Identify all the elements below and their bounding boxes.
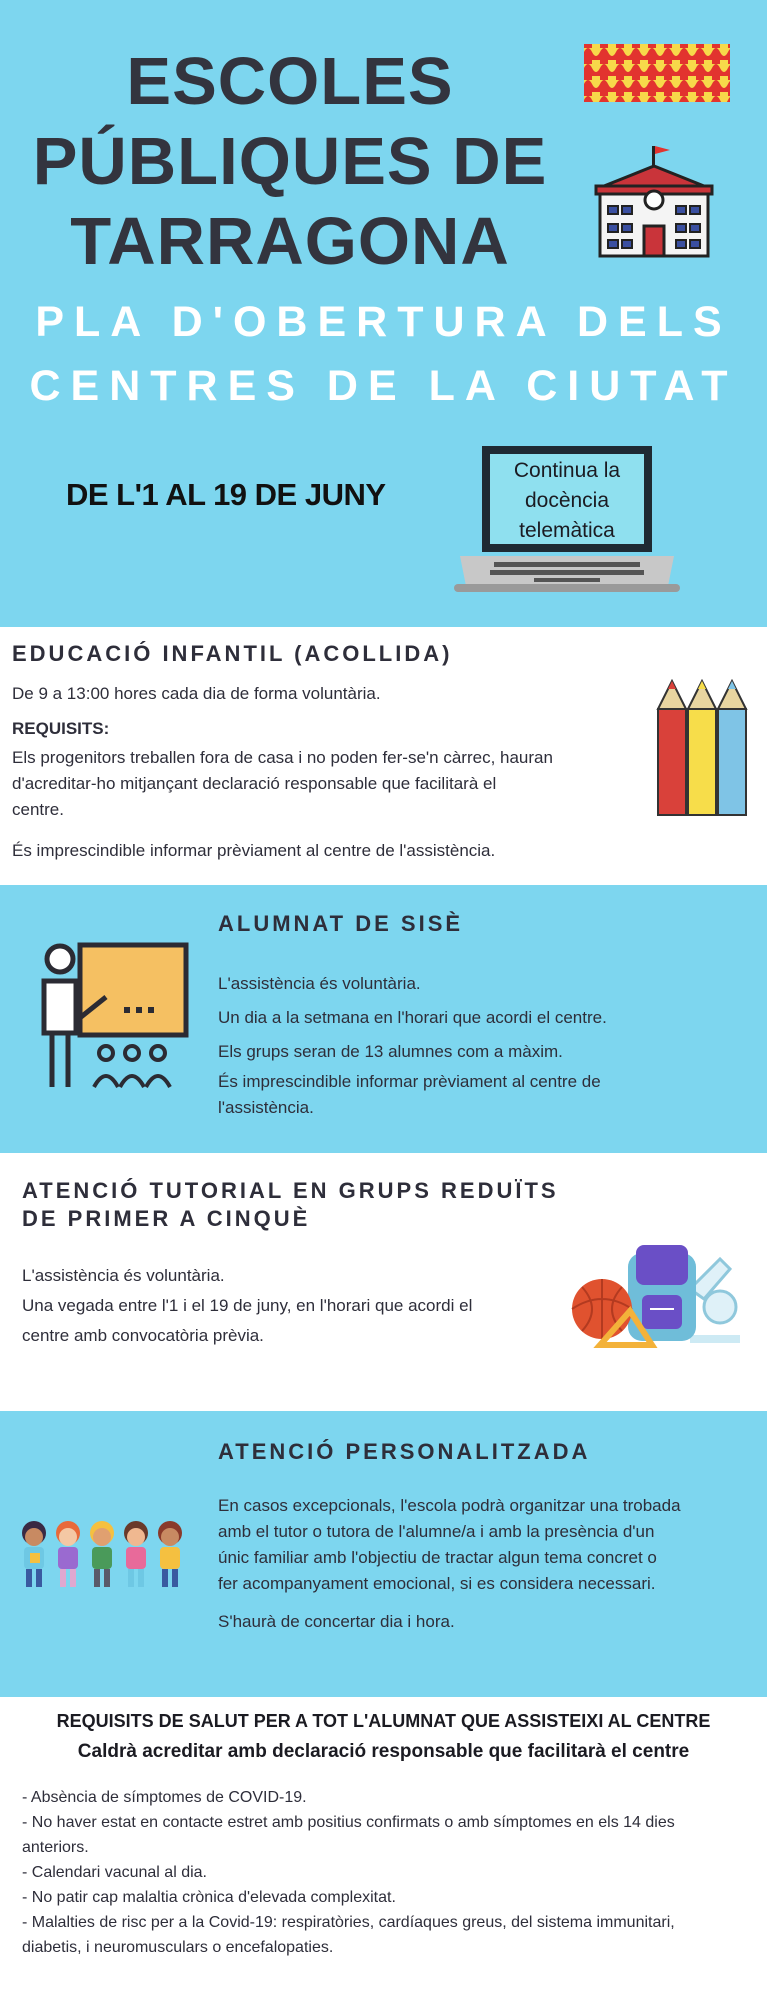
personal-text	[218, 1493, 758, 1597]
section-title: EDUCACIÓ INFANTIL (ACOLLIDA)	[12, 641, 453, 666]
section-title: ATENCIÓ PERSONALITZADA	[218, 1439, 591, 1464]
subtitle-line: PLA D'OBERTURA DELS	[35, 298, 732, 346]
sise-text	[218, 967, 748, 1121]
requirements-line: centre.	[12, 800, 64, 819]
laptop-screen-text	[492, 456, 642, 546]
date-range: DE L'1 AL 19 DE JUNY	[66, 477, 386, 512]
sise-section	[0, 885, 767, 1153]
section-title-line: DE PRIMER A CINQUÈ	[22, 1206, 311, 1231]
laptop-text-line: docència	[524, 489, 610, 512]
sise-line: És imprescindible informar prèviament al centre de	[218, 1072, 601, 1091]
main-title-line: PÚBLIQUES DE	[32, 124, 548, 199]
section-title	[22, 1177, 559, 1233]
health-subtitle: Caldrà acreditar amb declaració responsable que facilitarà el centre	[77, 1741, 690, 1762]
tutorial-text	[22, 1261, 562, 1351]
list-item: - Calendari vacunal al dia.	[22, 1864, 207, 1881]
tutorial-line: L'assistència és voluntària.	[22, 1266, 225, 1285]
main-title-line: TARRAGONA	[70, 204, 510, 279]
school-building-icon	[592, 142, 716, 260]
laptop-text-line: Continua la	[513, 459, 621, 482]
personal-line: únic familiar amb l'objectiu de tractar algun tema concret o	[218, 1548, 657, 1567]
infantil-section	[0, 627, 767, 885]
personal-line: En casos excepcionals, l'escola podrà organitzar una trobada	[218, 1496, 681, 1515]
personal-note: S'haurà de concertar dia i hora.	[218, 1612, 455, 1631]
personal-line: amb el tutor o tutora de l'alumne/a i amb la presència d'un	[218, 1522, 655, 1541]
school-supplies-icon	[570, 1239, 750, 1351]
tutorial-line: centre amb convocatòria prèvia.	[22, 1326, 264, 1345]
pencils-icon	[656, 679, 752, 819]
list-item: - Absència de símptomes de COVID-19.	[22, 1789, 307, 1806]
requirements-text	[12, 745, 652, 823]
laptop-text-line: telemàtica	[519, 519, 615, 542]
teacher-classroom-icon	[40, 941, 190, 1093]
schedule-text: De 9 a 13:00 hores cada dia de forma voluntària.	[12, 684, 381, 703]
children-group-icon	[18, 1519, 188, 1593]
health-requirements-list	[22, 1785, 757, 1960]
sise-line: L'assistència és voluntària.	[218, 974, 421, 993]
section-title-line: ATENCIÓ TUTORIAL EN GRUPS REDUÏTS	[22, 1178, 559, 1203]
sise-line: Els grups seran de 13 alumnes com a màxim.	[218, 1042, 563, 1061]
requirements-label: REQUISITS:	[12, 719, 110, 738]
section-title: ALUMNAT DE SISÈ	[218, 911, 464, 936]
sise-line: l'assistència.	[218, 1098, 314, 1117]
header-section	[0, 0, 767, 627]
main-title-line: ESCOLES	[126, 44, 454, 119]
personal-section	[0, 1411, 767, 1697]
list-item: - No haver estat en contacte estret amb positius confirmats o amb símptomes en els 14 dies	[22, 1814, 675, 1831]
tutorial-section	[0, 1153, 767, 1411]
list-item: diabetis, i neuromusculars o encefalopaties.	[22, 1939, 334, 1956]
subtitle-line: CENTRES DE LA CIUTAT	[29, 362, 738, 410]
health-title: REQUISITS DE SALUT PER A TOT L'ALUMNAT QUE ASSISTEIXI AL CENTRE	[56, 1711, 711, 1731]
note-text: És imprescindible informar prèviament al centre de l'assistència.	[12, 841, 496, 860]
requirements-line: d'acreditar-ho mitjançant declaració responsable que facilitarà el	[12, 774, 497, 793]
main-title	[30, 42, 550, 282]
requirements-line: Els progenitors treballen fora de casa i no poden fer-se'n càrrec, hauran	[12, 748, 553, 767]
list-item: anteriors.	[22, 1839, 89, 1856]
sise-line: Un dia a la setmana en l'horari que acordi el centre.	[218, 1008, 607, 1027]
health-section	[0, 1697, 767, 1997]
personal-line: fer acompanyament emocional, si es considera necessari.	[218, 1574, 656, 1593]
list-item: - No patir cap malaltia crònica d'elevada complexitat.	[22, 1889, 396, 1906]
list-item: - Malalties de risc per a la Covid-19: respiratòries, cardíaques greus, del sistema immunitari,	[22, 1914, 675, 1931]
tarragona-flag-icon	[584, 44, 730, 102]
tutorial-line: Una vegada entre l'1 i el 19 de juny, en l'horari que acordi el	[22, 1296, 473, 1315]
